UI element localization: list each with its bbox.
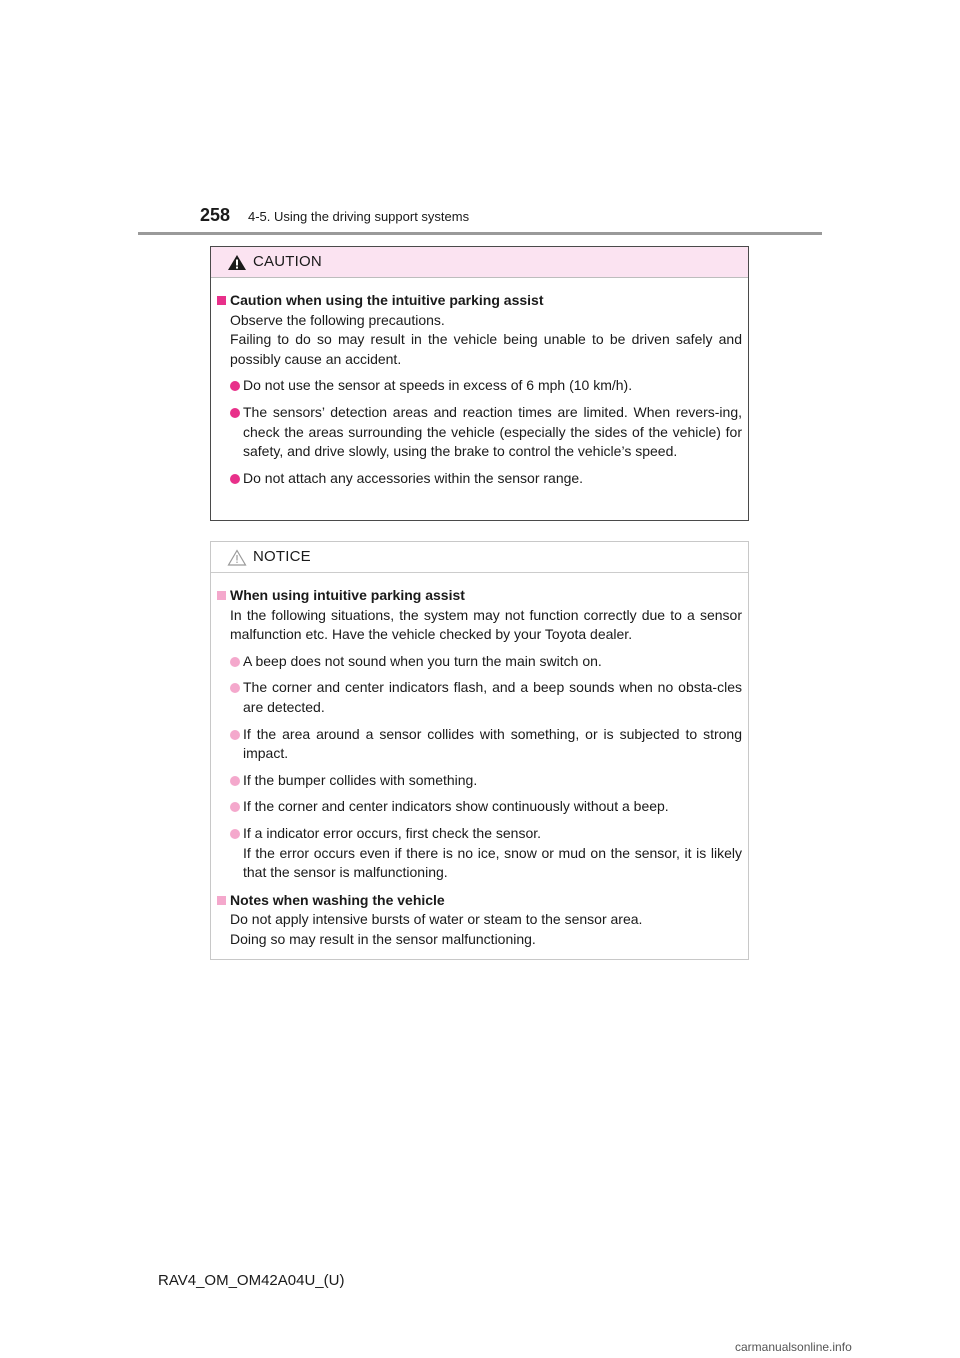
notice-intro-2a: Do not apply intensive bursts of water or steam to the sensor area.	[230, 911, 643, 928]
caution-body	[211, 278, 748, 488]
notice-heading-1: When using intuitive parking assist	[217, 586, 742, 606]
round-bullet-icon	[230, 474, 240, 484]
notice-box	[210, 541, 749, 960]
square-bullet-icon	[217, 591, 226, 600]
caution-title: CAUTION	[253, 253, 322, 270]
square-bullet-icon	[217, 896, 226, 905]
caution-box	[210, 246, 749, 521]
watermark: carmanualsonline.info	[735, 1340, 852, 1354]
header-divider	[138, 232, 822, 235]
caution-intro-1: Observe the following precautions.	[230, 311, 445, 328]
notice-bullet: If the bumper collides with something.	[217, 771, 742, 791]
notice-bullet: The corner and center indicators flash, and a beep sounds when no obsta-cles are detected.	[217, 678, 742, 717]
caution-heading: Caution when using the intuitive parking assist	[217, 291, 742, 311]
round-bullet-icon	[230, 829, 240, 839]
notice-header	[211, 542, 748, 573]
section-title: 4-5. Using the driving support systems	[248, 209, 470, 224]
notice-bullet: If the corner and center indicators show continuously without a beep.	[217, 797, 742, 817]
notice-triangle-icon	[227, 549, 247, 566]
notice-bullet: If the area around a sensor collides with something, or is subjected to strong impact.	[217, 725, 742, 764]
caution-intro-2: Failing to do so may result in the vehicle being unable to be driven safely and possibly cause an accident.	[230, 331, 742, 367]
round-bullet-icon	[230, 730, 240, 740]
round-bullet-icon	[230, 683, 240, 693]
warning-triangle-icon	[227, 254, 247, 271]
notice-intro-1: In the following situations, the system may not function correctly due to a sensor malfunction etc. Have the vehicle checked by your Toyota dealer.	[230, 606, 742, 643]
round-bullet-icon	[230, 408, 240, 418]
notice-heading-2: Notes when washing the vehicle	[217, 891, 742, 911]
caution-header	[211, 247, 748, 278]
round-bullet-icon	[230, 802, 240, 812]
caution-bullet: Do not attach any accessories within the sensor range.	[217, 469, 742, 489]
caution-bullet: The sensors’ detection areas and reaction times are limited. When revers-ing, check the areas surrounding the vehicle (especially the sides of the vehicle) for safety, and drive slowly, using the brake to control the vehicle’s speed.	[217, 403, 742, 462]
round-bullet-icon	[230, 776, 240, 786]
round-bullet-icon	[230, 657, 240, 667]
notice-title: NOTICE	[253, 548, 311, 565]
caution-bullet: Do not use the sensor at speeds in excess of 6 mph (10 km/h).	[217, 376, 742, 396]
notice-bullet: A beep does not sound when you turn the main switch on.	[217, 652, 742, 672]
document-code: RAV4_OM_OM42A04U_(U)	[158, 1272, 345, 1289]
notice-body	[211, 573, 748, 950]
square-bullet-icon	[217, 296, 226, 305]
notice-intro-2b: Doing so may result in the sensor malfunctioning.	[230, 930, 536, 947]
notice-bullet: If a indicator error occurs, first check the sensor. If the error occurs even if there is no ice, snow or mud on the sensor, it is likely that the sensor is malfunctioning.	[217, 824, 742, 883]
round-bullet-icon	[230, 381, 240, 391]
page-header	[200, 204, 820, 228]
page-number: 258	[200, 205, 231, 225]
